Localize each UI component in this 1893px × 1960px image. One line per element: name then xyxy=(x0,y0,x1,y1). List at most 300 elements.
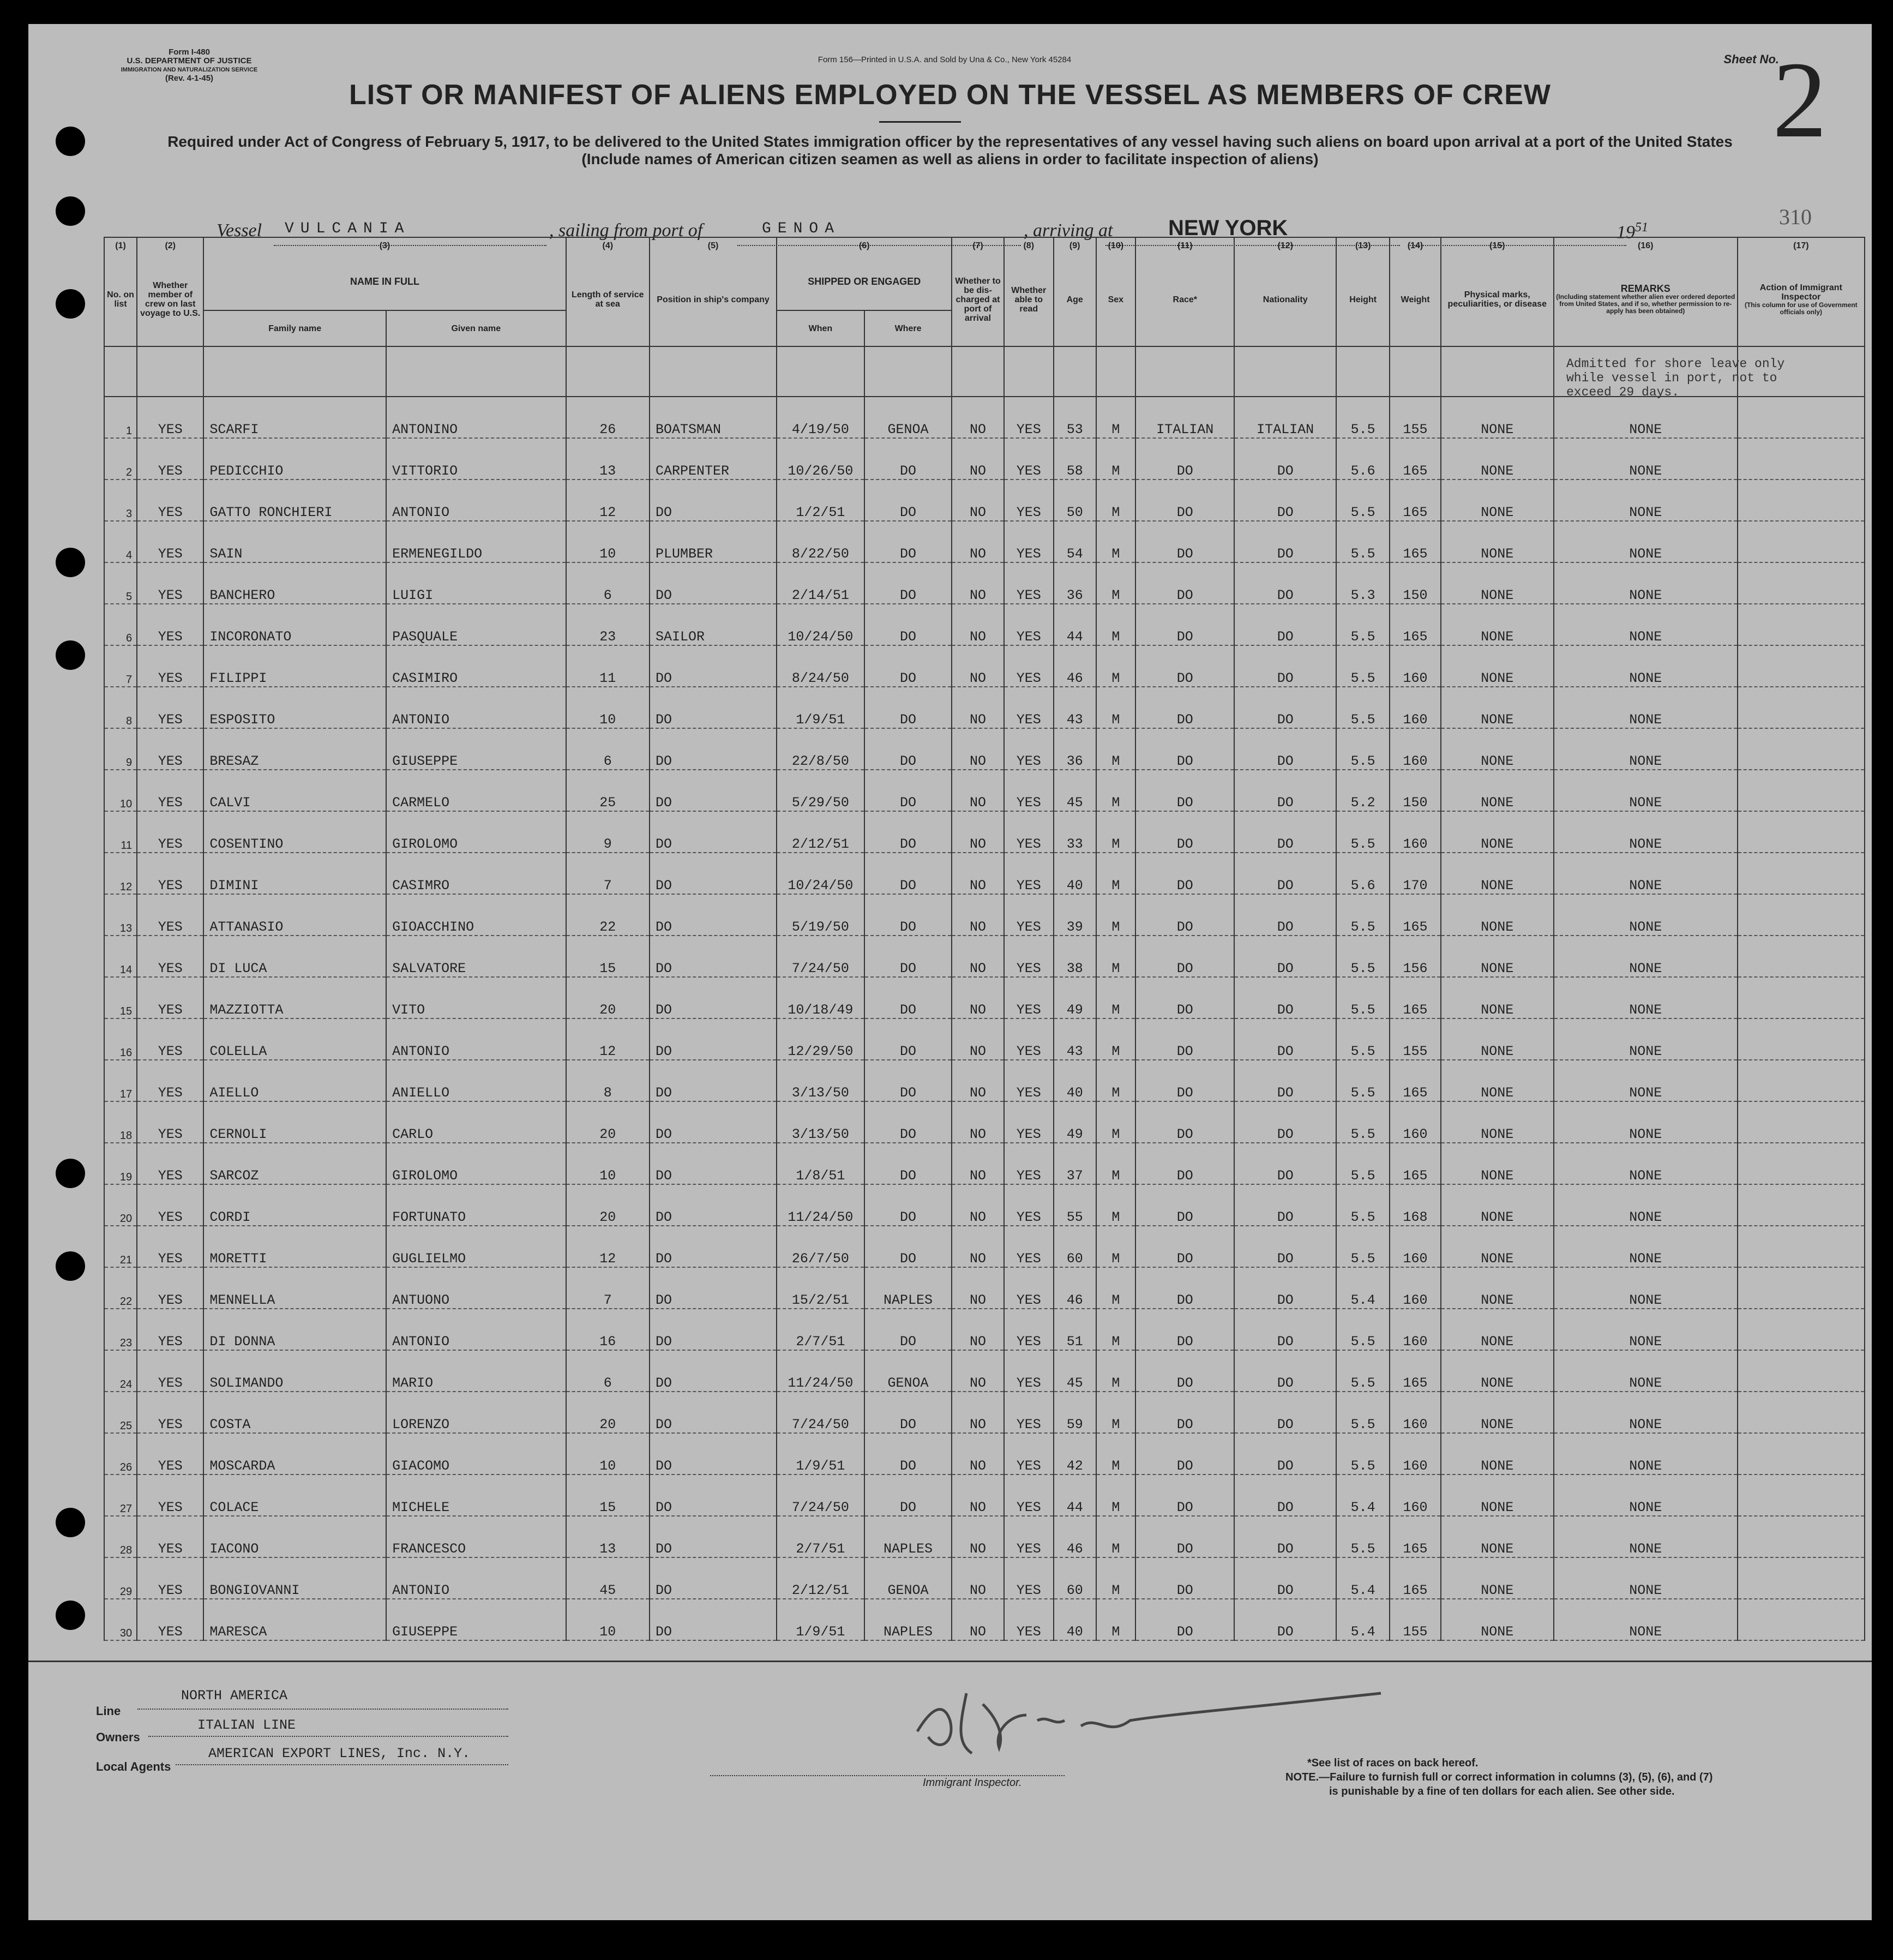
height: 5.5 xyxy=(1336,1350,1390,1392)
race: DO xyxy=(1135,1350,1234,1392)
header-shipped: SHIPPED OR ENGAGED xyxy=(777,253,952,310)
nationality: DO xyxy=(1234,1226,1336,1267)
member-last-voyage: YES xyxy=(137,1226,203,1267)
shipped-when: 8/22/50 xyxy=(777,521,864,562)
position: DO xyxy=(650,1433,777,1475)
remarks: NONE xyxy=(1554,1392,1738,1433)
height: 5.5 xyxy=(1336,1018,1390,1060)
inspector-action xyxy=(1738,1101,1865,1143)
sex: M xyxy=(1096,1350,1136,1392)
weight: 160 xyxy=(1390,1267,1440,1309)
remarks: NONE xyxy=(1554,728,1738,770)
nationality: DO xyxy=(1234,1101,1336,1143)
given-name: MARIO xyxy=(386,1350,566,1392)
able-to-read: YES xyxy=(1004,1060,1054,1101)
physical-marks: NONE xyxy=(1441,604,1554,645)
length-of-service: 9 xyxy=(566,811,650,853)
nationality: ITALIAN xyxy=(1234,397,1336,438)
family-name: PEDICCHIO xyxy=(203,438,386,479)
family-name: SAIN xyxy=(203,521,386,562)
nationality: DO xyxy=(1234,1143,1336,1184)
table-row xyxy=(104,645,1865,687)
physical-marks: NONE xyxy=(1441,521,1554,562)
to-be-discharged: NO xyxy=(952,977,1003,1018)
member-last-voyage: YES xyxy=(137,1184,203,1226)
colnum: (1) xyxy=(104,237,137,253)
to-be-discharged: NO xyxy=(952,1018,1003,1060)
height: 5.5 xyxy=(1336,397,1390,438)
inspector-action xyxy=(1738,811,1865,853)
remarks-note: (Including statement whether alien ever ordered deported from United States, and if so, whether permission to re- apply has been obtained) xyxy=(1556,293,1735,315)
position: DO xyxy=(650,770,777,811)
inspector-caption: Immigrant Inspector. xyxy=(923,1777,1022,1789)
sex: M xyxy=(1096,1557,1136,1599)
nationality: DO xyxy=(1234,1557,1336,1599)
height: 5.5 xyxy=(1336,479,1390,521)
inspector-action xyxy=(1738,1226,1865,1267)
family-name: MENNELLA xyxy=(203,1267,386,1309)
to-be-discharged: NO xyxy=(952,1101,1003,1143)
sex: M xyxy=(1096,521,1136,562)
age: 60 xyxy=(1054,1226,1096,1267)
age: 43 xyxy=(1054,687,1096,728)
age: 50 xyxy=(1054,479,1096,521)
header-where: Where xyxy=(864,310,952,346)
able-to-read: YES xyxy=(1004,397,1054,438)
inspector-action xyxy=(1738,853,1865,894)
able-to-read: YES xyxy=(1004,521,1054,562)
colnum: (13) xyxy=(1336,237,1390,253)
sex: M xyxy=(1096,562,1136,604)
shipped-where: DO xyxy=(864,977,952,1018)
header-row xyxy=(104,253,1865,310)
height: 5.4 xyxy=(1336,1599,1390,1640)
physical-marks: NONE xyxy=(1441,438,1554,479)
row-number: 16 xyxy=(104,1018,137,1060)
nationality: DO xyxy=(1234,1184,1336,1226)
member-last-voyage: YES xyxy=(137,1060,203,1101)
shipped-when: 2/14/51 xyxy=(777,562,864,604)
colnum: (11) xyxy=(1135,237,1234,253)
colnum: (14) xyxy=(1390,237,1440,253)
year-suffix: 51 xyxy=(1635,220,1648,235)
height: 5.6 xyxy=(1336,853,1390,894)
weight: 155 xyxy=(1390,1018,1440,1060)
position: SAILOR xyxy=(650,604,777,645)
row-number: 10 xyxy=(104,770,137,811)
shipped-when: 10/18/49 xyxy=(777,977,864,1018)
race: DO xyxy=(1135,1226,1234,1267)
shipped-where: DO xyxy=(864,645,952,687)
member-last-voyage: YES xyxy=(137,894,203,936)
position: PLUMBER xyxy=(650,521,777,562)
given-name: ANTONINO xyxy=(386,397,566,438)
weight: 168 xyxy=(1390,1184,1440,1226)
to-be-discharged: NO xyxy=(952,1475,1003,1516)
table-row xyxy=(104,1433,1865,1475)
physical-marks: NONE xyxy=(1441,1267,1554,1309)
table-row xyxy=(104,397,1865,438)
position: DO xyxy=(650,1599,777,1640)
to-be-discharged: NO xyxy=(952,438,1003,479)
table-row xyxy=(104,977,1865,1018)
row-number: 22 xyxy=(104,1267,137,1309)
shipped-when: 26/7/50 xyxy=(777,1226,864,1267)
height: 5.5 xyxy=(1336,728,1390,770)
remark-note xyxy=(1566,357,1784,399)
age: 36 xyxy=(1054,728,1096,770)
race: DO xyxy=(1135,1060,1234,1101)
sheet-number: 2 xyxy=(1772,40,1827,160)
length-of-service: 15 xyxy=(566,936,650,977)
age: 51 xyxy=(1054,1309,1096,1350)
nationality: DO xyxy=(1234,1350,1336,1392)
colnum: (2) xyxy=(137,237,203,253)
row-number: 2 xyxy=(104,438,137,479)
row-number: 3 xyxy=(104,479,137,521)
given-name: LUIGI xyxy=(386,562,566,604)
given-name: MICHELE xyxy=(386,1475,566,1516)
line-value: NORTH AMERICA xyxy=(181,1688,288,1704)
to-be-discharged: NO xyxy=(952,645,1003,687)
physical-marks: NONE xyxy=(1441,562,1554,604)
table-row xyxy=(104,1599,1865,1640)
remarks: NONE xyxy=(1554,1226,1738,1267)
given-name: ANTONIO xyxy=(386,1309,566,1350)
table-row xyxy=(104,562,1865,604)
shipped-where: DO xyxy=(864,728,952,770)
member-last-voyage: YES xyxy=(137,604,203,645)
length-of-service: 12 xyxy=(566,479,650,521)
shipped-where: DO xyxy=(864,853,952,894)
sex: M xyxy=(1096,604,1136,645)
shipped-when: 2/12/51 xyxy=(777,1557,864,1599)
position: DO xyxy=(650,853,777,894)
form-id-line: IMMIGRATION AND NATURALIZATION SERVICE xyxy=(121,67,258,73)
nationality: DO xyxy=(1234,687,1336,728)
length-of-service: 45 xyxy=(566,1557,650,1599)
age: 40 xyxy=(1054,1599,1096,1640)
to-be-discharged: NO xyxy=(952,728,1003,770)
member-last-voyage: YES xyxy=(137,1475,203,1516)
age: 33 xyxy=(1054,811,1096,853)
to-be-discharged: NO xyxy=(952,604,1003,645)
table-row xyxy=(104,1309,1865,1350)
footer-rule xyxy=(28,1661,1872,1662)
given-name: ANIELLO xyxy=(386,1060,566,1101)
sex: M xyxy=(1096,687,1136,728)
race: DO xyxy=(1135,1267,1234,1309)
sex: M xyxy=(1096,1599,1136,1640)
shipped-where: NAPLES xyxy=(864,1267,952,1309)
remarks: NONE xyxy=(1554,1184,1738,1226)
length-of-service: 6 xyxy=(566,562,650,604)
sex: M xyxy=(1096,1516,1136,1557)
family-name: MAZZIOTTA xyxy=(203,977,386,1018)
physical-marks: NONE xyxy=(1441,1184,1554,1226)
physical-marks: NONE xyxy=(1441,1309,1554,1350)
to-be-discharged: NO xyxy=(952,687,1003,728)
weight: 160 xyxy=(1390,1392,1440,1433)
binder-hole xyxy=(56,1601,85,1630)
length-of-service: 23 xyxy=(566,604,650,645)
header-height: Height xyxy=(1336,253,1390,346)
shipped-when: 3/13/50 xyxy=(777,1060,864,1101)
remarks: NONE xyxy=(1554,645,1738,687)
header-action xyxy=(1738,253,1865,346)
shipped-where: DO xyxy=(864,1101,952,1143)
race: DO xyxy=(1135,1433,1234,1475)
able-to-read: YES xyxy=(1004,728,1054,770)
agents-dots xyxy=(176,1764,508,1765)
nationality: DO xyxy=(1234,894,1336,936)
remark-note-line: while vessel in port, not to xyxy=(1566,371,1777,385)
shipped-when: 1/9/51 xyxy=(777,1433,864,1475)
form-id-line: U.S. DEPARTMENT OF JUSTICE xyxy=(127,56,252,65)
sex: M xyxy=(1096,438,1136,479)
height: 5.5 xyxy=(1336,977,1390,1018)
remarks: NONE xyxy=(1554,1350,1738,1392)
given-name: CARMELO xyxy=(386,770,566,811)
remarks-title: REMARKS xyxy=(1620,283,1670,294)
member-last-voyage: YES xyxy=(137,1557,203,1599)
physical-marks: NONE xyxy=(1441,1599,1554,1640)
colnum: (6) xyxy=(777,237,952,253)
race: DO xyxy=(1135,645,1234,687)
table-row xyxy=(104,1475,1865,1516)
race: DO xyxy=(1135,521,1234,562)
shipped-when: 10/24/50 xyxy=(777,604,864,645)
colnum: (16) xyxy=(1554,237,1738,253)
row-number: 23 xyxy=(104,1309,137,1350)
table-row xyxy=(104,479,1865,521)
colnum: (10) xyxy=(1096,237,1136,253)
inspector-action xyxy=(1738,770,1865,811)
binder-hole xyxy=(56,127,85,156)
position: DO xyxy=(650,936,777,977)
race-note: *See list of races on back hereof. xyxy=(1307,1757,1479,1769)
race: DO xyxy=(1135,1516,1234,1557)
race: DO xyxy=(1135,479,1234,521)
nationality: DO xyxy=(1234,977,1336,1018)
physical-marks: NONE xyxy=(1441,853,1554,894)
weight: 165 xyxy=(1390,1060,1440,1101)
family-name: COLACE xyxy=(203,1475,386,1516)
shipped-where: DO xyxy=(864,894,952,936)
given-name: GIACOMO xyxy=(386,1433,566,1475)
weight: 165 xyxy=(1390,604,1440,645)
nationality: DO xyxy=(1234,770,1336,811)
nationality: DO xyxy=(1234,1018,1336,1060)
member-last-voyage: YES xyxy=(137,1599,203,1640)
remarks: NONE xyxy=(1554,521,1738,562)
remarks: NONE xyxy=(1554,770,1738,811)
sex: M xyxy=(1096,1433,1136,1475)
table-row xyxy=(104,1101,1865,1143)
to-be-discharged: NO xyxy=(952,894,1003,936)
age: 44 xyxy=(1054,1475,1096,1516)
shipped-where: DO xyxy=(864,1309,952,1350)
given-name: ANTUONO xyxy=(386,1267,566,1309)
table-row xyxy=(104,1226,1865,1267)
able-to-read: YES xyxy=(1004,1433,1054,1475)
table-row xyxy=(104,521,1865,562)
fine-note-2: is punishable by a fine of ten dollars for each alien. See other side. xyxy=(1329,1785,1675,1797)
able-to-read: YES xyxy=(1004,1309,1054,1350)
family-name: INCORONATO xyxy=(203,604,386,645)
remarks: NONE xyxy=(1554,1557,1738,1599)
sex: M xyxy=(1096,770,1136,811)
shipped-where: DO xyxy=(864,1392,952,1433)
member-last-voyage: YES xyxy=(137,479,203,521)
race: DO xyxy=(1135,936,1234,977)
header-physical: Physical marks, peculiarities, or disease xyxy=(1441,253,1554,346)
race: DO xyxy=(1135,811,1234,853)
remark-note-line: exceed 29 days. xyxy=(1566,385,1680,399)
able-to-read: YES xyxy=(1004,1018,1054,1060)
given-name: GIUSEPPE xyxy=(386,728,566,770)
to-be-discharged: NO xyxy=(952,853,1003,894)
shipped-when: 15/2/51 xyxy=(777,1267,864,1309)
weight: 165 xyxy=(1390,521,1440,562)
given-name: ANTONIO xyxy=(386,687,566,728)
length-of-service: 10 xyxy=(566,1599,650,1640)
row-number: 24 xyxy=(104,1350,137,1392)
weight: 165 xyxy=(1390,438,1440,479)
remarks: NONE xyxy=(1554,1599,1738,1640)
row-number: 1 xyxy=(104,397,137,438)
shipped-when: 22/8/50 xyxy=(777,728,864,770)
family-name: COSENTINO xyxy=(203,811,386,853)
inspector-action xyxy=(1738,1475,1865,1516)
length-of-service: 6 xyxy=(566,1350,650,1392)
form-id-line: Form I-480 xyxy=(169,47,210,57)
row-number: 21 xyxy=(104,1226,137,1267)
owners-value: ITALIAN LINE xyxy=(197,1717,296,1733)
header-member: Whether member of crew on last voyage to U.S. xyxy=(137,253,203,346)
position: BOATSMAN xyxy=(650,397,777,438)
race: DO xyxy=(1135,728,1234,770)
sex: M xyxy=(1096,1267,1136,1309)
remarks: NONE xyxy=(1554,811,1738,853)
to-be-discharged: NO xyxy=(952,936,1003,977)
form-id-line: (Rev. 4-1-45) xyxy=(165,74,214,83)
physical-marks: NONE xyxy=(1441,936,1554,977)
able-to-read: YES xyxy=(1004,1475,1054,1516)
physical-marks: NONE xyxy=(1441,645,1554,687)
given-name: GIROLOMO xyxy=(386,811,566,853)
able-to-read: YES xyxy=(1004,604,1054,645)
height: 5.5 xyxy=(1336,1143,1390,1184)
to-be-discharged: NO xyxy=(952,1557,1003,1599)
agents-value: AMERICAN EXPORT LINES, Inc. N.Y. xyxy=(208,1746,471,1761)
shipped-when: 7/24/50 xyxy=(777,1392,864,1433)
action-title: Action of Immigrant Inspector xyxy=(1759,283,1842,302)
able-to-read: YES xyxy=(1004,936,1054,977)
height: 5.2 xyxy=(1336,770,1390,811)
family-name: CORDI xyxy=(203,1184,386,1226)
row-number: 18 xyxy=(104,1101,137,1143)
able-to-read: YES xyxy=(1004,1392,1054,1433)
race: DO xyxy=(1135,1599,1234,1640)
sex: M xyxy=(1096,397,1136,438)
length-of-service: 22 xyxy=(566,894,650,936)
position: DO xyxy=(650,728,777,770)
footer-notes xyxy=(1285,1756,1712,1799)
age: 46 xyxy=(1054,1267,1096,1309)
inspector-action xyxy=(1738,1184,1865,1226)
length-of-service: 15 xyxy=(566,1475,650,1516)
given-name: FORTUNATO xyxy=(386,1184,566,1226)
header-family: Family name xyxy=(203,310,386,346)
form-id-block xyxy=(99,48,279,83)
length-of-service: 12 xyxy=(566,1226,650,1267)
to-be-discharged: NO xyxy=(952,1143,1003,1184)
height: 5.4 xyxy=(1336,1557,1390,1599)
weight: 165 xyxy=(1390,1557,1440,1599)
family-name: MORETTI xyxy=(203,1226,386,1267)
to-be-discharged: NO xyxy=(952,1267,1003,1309)
inspector-action xyxy=(1738,936,1865,977)
inspector-action xyxy=(1738,1267,1865,1309)
remarks: NONE xyxy=(1554,977,1738,1018)
able-to-read: YES xyxy=(1004,1184,1054,1226)
race: DO xyxy=(1135,894,1234,936)
member-last-voyage: YES xyxy=(137,438,203,479)
age: 39 xyxy=(1054,894,1096,936)
sex: M xyxy=(1096,936,1136,977)
header-read: Whether able to read xyxy=(1004,253,1054,346)
shipped-where: DO xyxy=(864,521,952,562)
sex: M xyxy=(1096,894,1136,936)
table-row xyxy=(104,1143,1865,1184)
age: 37 xyxy=(1054,1143,1096,1184)
length-of-service: 25 xyxy=(566,770,650,811)
inspector-action xyxy=(1738,1143,1865,1184)
weight: 170 xyxy=(1390,853,1440,894)
inspector-action xyxy=(1738,645,1865,687)
row-number: 26 xyxy=(104,1433,137,1475)
age: 40 xyxy=(1054,1060,1096,1101)
family-name: COLELLA xyxy=(203,1018,386,1060)
family-name: SARCOZ xyxy=(203,1143,386,1184)
nationality: DO xyxy=(1234,479,1336,521)
member-last-voyage: YES xyxy=(137,853,203,894)
weight: 150 xyxy=(1390,770,1440,811)
age: 44 xyxy=(1054,604,1096,645)
given-name: SALVATORE xyxy=(386,936,566,977)
shipped-where: DO xyxy=(864,604,952,645)
nationality: DO xyxy=(1234,811,1336,853)
row-number: 14 xyxy=(104,936,137,977)
remarks: NONE xyxy=(1554,562,1738,604)
age: 45 xyxy=(1054,1350,1096,1392)
sex: M xyxy=(1096,728,1136,770)
able-to-read: YES xyxy=(1004,479,1054,521)
to-be-discharged: NO xyxy=(952,1226,1003,1267)
length-of-service: 26 xyxy=(566,397,650,438)
to-be-discharged: NO xyxy=(952,562,1003,604)
shipped-where: DO xyxy=(864,1143,952,1184)
table-row xyxy=(104,1350,1865,1392)
title-rule xyxy=(879,121,961,123)
sex: M xyxy=(1096,1475,1136,1516)
weight: 165 xyxy=(1390,894,1440,936)
subtitle xyxy=(137,133,1763,168)
able-to-read: YES xyxy=(1004,1557,1054,1599)
position: DO xyxy=(650,1557,777,1599)
sex: M xyxy=(1096,1309,1136,1350)
